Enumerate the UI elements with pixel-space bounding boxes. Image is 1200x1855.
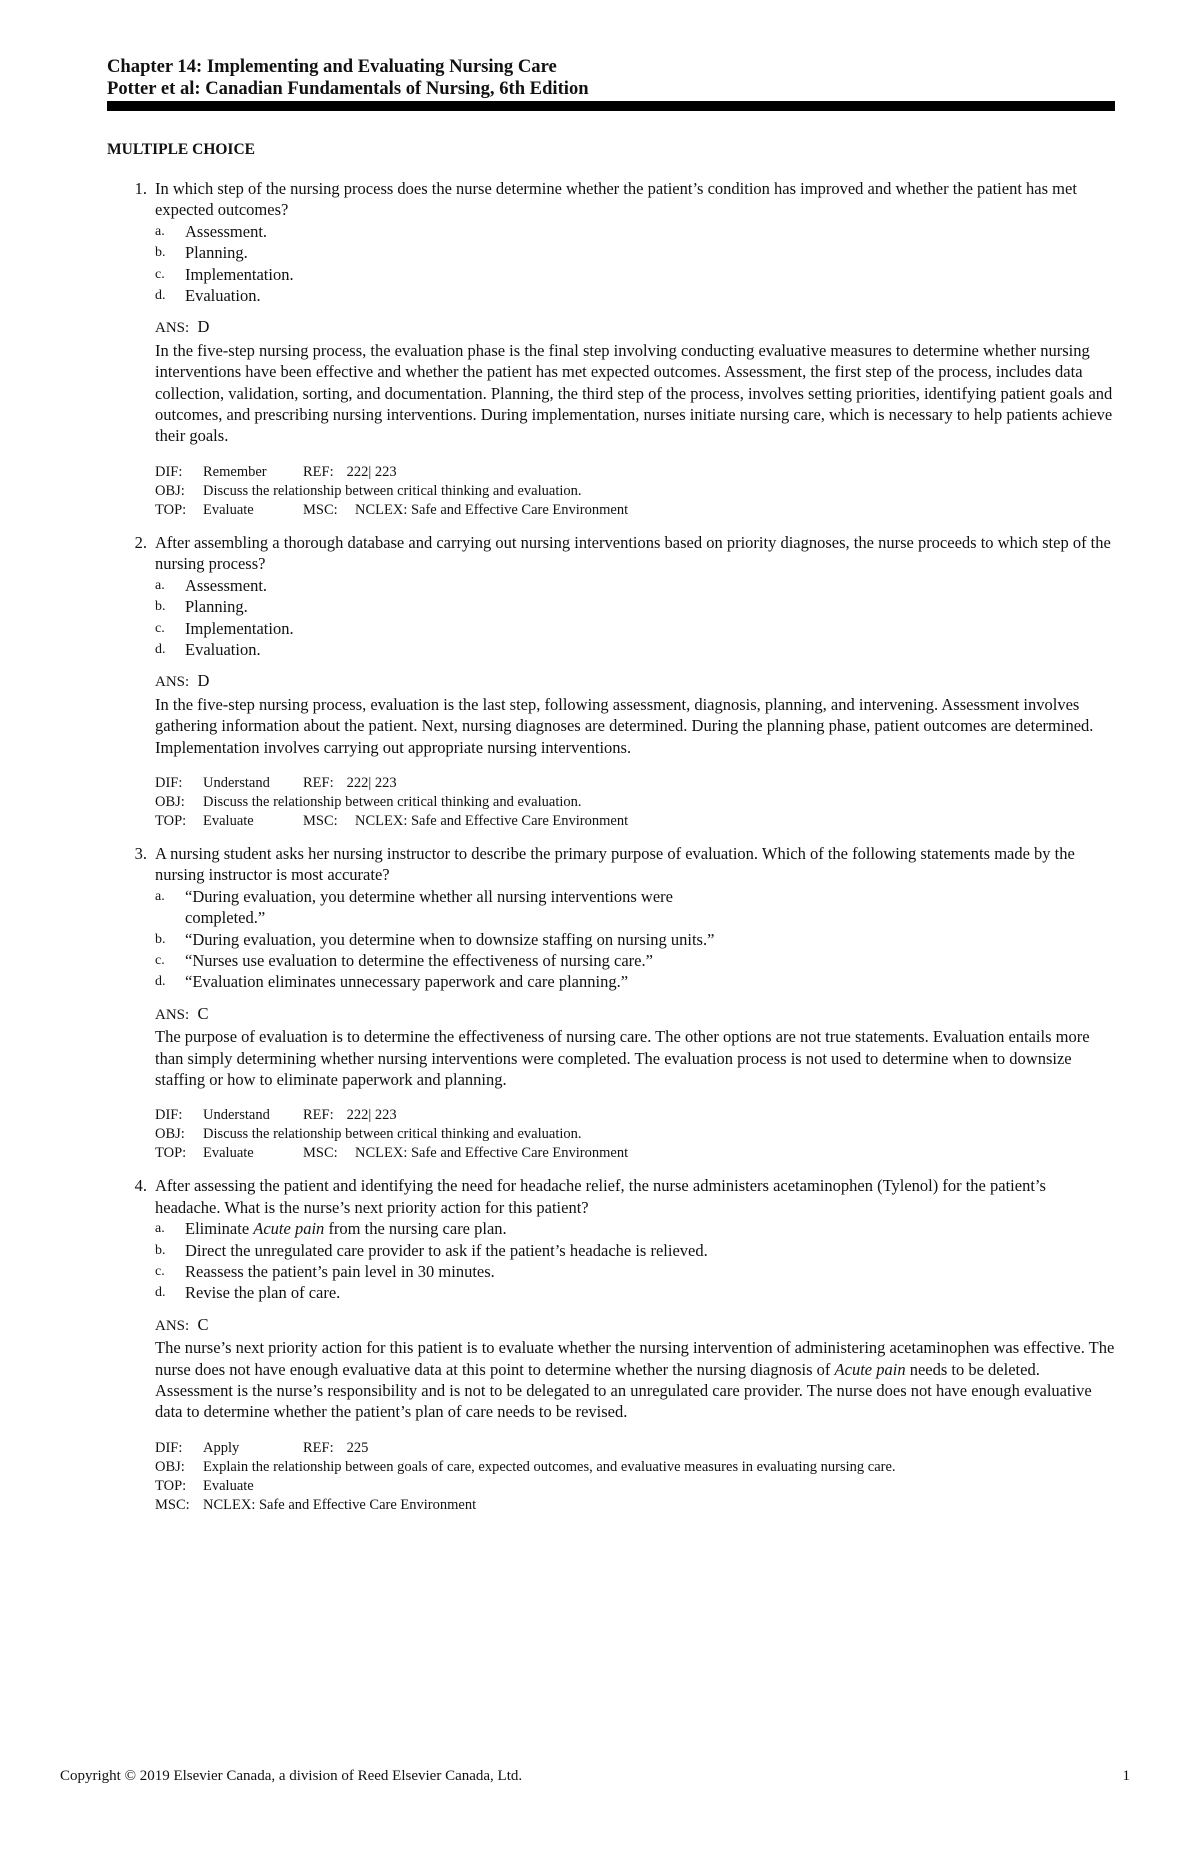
page-reference: 222| 223 xyxy=(346,1107,397,1124)
rationale: The purpose of evaluation is to determine the effectiveness of nursing care. The other options are not true statements. Evaluation entails more than simply determining whether nursing interventions were completed. The evaluation process is not used to determine when to downsize staffing or how to eliminate paperwork and planning. xyxy=(155,1027,1090,1089)
page-reference: 225 xyxy=(346,1439,369,1456)
question-stem: In which step of the nursing process does the nurse determine whether the patient’s condition has improved and whether the patient has met expected outcomes? xyxy=(155,179,1077,220)
question-1 xyxy=(107,178,1115,520)
rationale: The nurse’s next priority action for this patient is to evaluate whether the nursing intervention of administering acetaminophen was effective. The nurse does not have enough evaluative data at this point to determine whether the nursing diagnosis of Acute pain needs to be deleted. Assessment is the nurse’s responsibility and is not to be delegated to an unregulated care provider. The nurse does not have enough evaluative data to determine whether the patient’s plan of care needs to be revised. xyxy=(155,1338,1115,1422)
answer-line: ANS: D xyxy=(155,671,210,691)
page-reference: 222| 223 xyxy=(346,463,397,480)
header-rule xyxy=(107,101,1115,111)
answer-line: ANS: C xyxy=(155,1314,209,1334)
option-c: c. “Nurses use evaluation to determine the effectiveness of nursing care.” xyxy=(155,950,653,970)
answer-line: ANS: D xyxy=(155,317,210,337)
msc: NCLEX: Safe and Effective Care Environment xyxy=(355,1145,629,1162)
option-a: a. “During evaluation, you determine whether all nursing interventions were completed.” xyxy=(155,886,673,928)
document-header xyxy=(107,56,1115,100)
answer-value: D xyxy=(197,317,210,337)
option-a: a. Assessment. xyxy=(155,575,268,595)
question-3 xyxy=(107,843,1115,1163)
answer-options xyxy=(155,221,1115,307)
question-number: 3. xyxy=(134,843,147,863)
section-title: MULTIPLE CHOICE xyxy=(107,141,255,158)
option-d: d. Revise the plan of care. xyxy=(155,1283,341,1303)
page-number: 1 xyxy=(1122,1768,1130,1784)
option-b: b. Direct the unregulated care provider to ask if the patient’s headache is relieved. xyxy=(155,1240,708,1260)
answer-value: C xyxy=(197,1314,209,1334)
answer-options xyxy=(155,886,1115,993)
topic: Evaluate xyxy=(203,1145,254,1162)
answer-value: C xyxy=(197,1003,209,1023)
book-title: Potter et al: Canadian Fundamentals of Nursing, 6th Edition xyxy=(107,78,589,99)
question-metadata: DIF: Understand REF: 222| 223 OBJ: Discuss the relationship between critical thinking and evaluation. TOP: Evaluate MSC: NCLEX: Safe and Effective Care Environment xyxy=(155,774,629,829)
option-c: c. Implementation. xyxy=(155,618,294,638)
option-d: d. Evaluation. xyxy=(155,286,261,306)
option-a: a. Eliminate Acute pain from the nursing care plan. xyxy=(155,1219,507,1239)
chapter-title: Chapter 14: Implementing and Evaluating Nursing Care xyxy=(107,56,557,77)
question-list xyxy=(107,178,1115,1527)
topic: Evaluate xyxy=(203,812,254,829)
msc: NCLEX: Safe and Effective Care Environment xyxy=(203,1496,477,1513)
msc: NCLEX: Safe and Effective Care Environment xyxy=(355,501,629,518)
question-metadata: DIF: Understand REF: 222| 223 OBJ: Discuss the relationship between critical thinking and evaluation. TOP: Evaluate MSC: NCLEX: Safe and Effective Care Environment xyxy=(155,1107,629,1162)
option-b: b. Planning. xyxy=(155,243,248,263)
answer-options xyxy=(155,575,1115,661)
question-number: 4. xyxy=(134,1176,147,1196)
msc: NCLEX: Safe and Effective Care Environment xyxy=(355,812,629,829)
question-metadata: DIF: Remember REF: 222| 223 OBJ: Discuss the relationship between critical thinking and evaluation. TOP: Evaluate MSC: NCLEX: Safe and Effective Care Environment xyxy=(155,463,629,518)
option-b: b. “During evaluation, you determine when to downsize staffing on nursing units.” xyxy=(155,929,715,949)
question-2 xyxy=(107,532,1115,831)
objective: Discuss the relationship between critical thinking and evaluation. xyxy=(203,793,582,810)
question-number: 2. xyxy=(134,532,147,552)
question-number: 1. xyxy=(134,179,147,198)
option-d: d. Evaluation. xyxy=(155,639,261,659)
copyright-text: Copyright © 2019 Elsevier Canada, a division of Reed Elsevier Canada, Ltd. xyxy=(60,1768,523,1784)
option-b: b. Planning. xyxy=(155,597,248,617)
answer-line: ANS: C xyxy=(155,1003,209,1023)
question-4 xyxy=(107,1175,1115,1514)
objective: Discuss the relationship between critical thinking and evaluation. xyxy=(203,1126,582,1143)
difficulty: Understand xyxy=(203,1107,270,1124)
option-a: a. Assessment. xyxy=(155,221,268,241)
objective: Explain the relationship between goals of care, expected outcomes, and evaluative measures in evaluating nursing care. xyxy=(203,1458,896,1475)
topic: Evaluate xyxy=(203,501,254,518)
page-reference: 222| 223 xyxy=(346,774,397,791)
question-stem: After assembling a thorough database and carrying out nursing interventions based on priority diagnoses, the nurse proceeds to which step of the nursing process? xyxy=(155,532,1111,574)
option-c: c. Reassess the patient’s pain level in 30 minutes. xyxy=(155,1262,495,1282)
question-stem: A nursing student asks her nursing instructor to describe the primary purpose of evaluation. Which of the following statements made by the nursing instructor is most accurate? xyxy=(155,843,1075,885)
difficulty: Understand xyxy=(203,774,270,791)
answer-options xyxy=(155,1218,1115,1304)
topic: Evaluate xyxy=(203,1477,254,1494)
option-c: c. Implementation. xyxy=(155,264,294,284)
difficulty: Apply xyxy=(203,1439,240,1456)
option-d: d. “Evaluation eliminates unnecessary paperwork and care planning.” xyxy=(155,972,629,992)
difficulty: Remember xyxy=(203,463,267,480)
objective: Discuss the relationship between critical thinking and evaluation. xyxy=(203,482,582,499)
rationale: In the five-step nursing process, evaluation is the last step, following assessment, diagnosis, planning, and intervening. Assessment involves gathering information about the patient. Next, nursing diagnoses are determined. During the planning phase, patient outcomes are determined. Implementation involves carrying out appropriate nursing interventions. xyxy=(155,694,1094,757)
answer-value: D xyxy=(197,671,210,691)
page-footer xyxy=(60,1768,1130,1785)
question-stem: After assessing the patient and identifying the need for headache relief, the nurse administers acetaminophen (Tylenol) for the patient’s headache. What is the nurse’s next priority action for this patient? xyxy=(155,1176,1046,1217)
rationale: In the five-step nursing process, the evaluation phase is the final step involving conducting evaluative measures to determine whether nursing interventions have been effective and whether the patient has met expected outcomes. Assessment, the first step of the process, includes data collection, validation, sorting, and documentation. Planning, the third step of the process, involves setting priorities, identifying patient goals and outcomes, and prescribing nursing interventions. During implementation, nurses initiate nursing care, which is necessary to help patients achieve their goals. xyxy=(155,340,1113,446)
question-metadata: DIF: Apply REF: 225 OBJ: Explain the relationship between goals of care, expected outcomes, and evaluative measures in evaluating nursing care. TOP: Evaluate MSC: NCLEX: Safe and Effective Care Environment xyxy=(155,1439,896,1513)
